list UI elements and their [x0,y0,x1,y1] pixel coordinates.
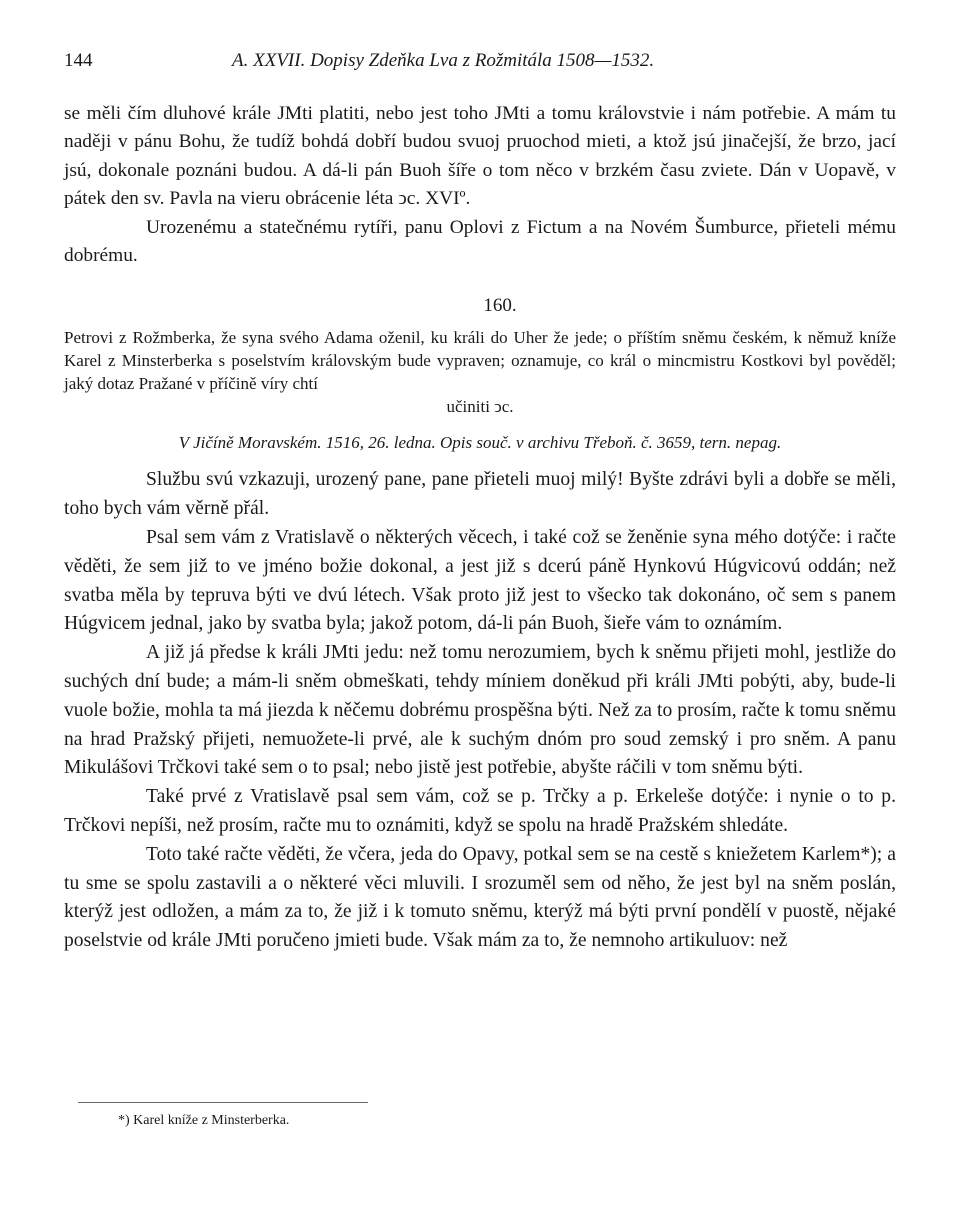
paragraph: Psal sem vám z Vratislavě o některých věcech, i také což se ženěnie syna mého dotýče: i račte věděti, že sem již to ve jméno božie dokonal, a jest již s dcerú páně Hynkovú Húgvicovú oddán; než svatba měla by tepruva býti ve dvú létech. Však proto již jest to všecko tak dokonáno, oč sem s panem Húgvicem jednal, jako by svatba byla; jakož potom, dá-li pán Buoh, šieře vám to oznámím. [64,527,896,635]
page-number: 144 [64,50,93,71]
footnote: *) Karel kníže z Minsterberka. [118,1113,290,1128]
letter-address: Urozenému a statečnému rytíři, panu Oplovi z Fictum a na Novém Šumburce, přieteli mému dobrému. [64,216,896,267]
letter-body [64,466,896,956]
source-note: V Jičíně Moravském. 1516, 26. ledna. Opis souč. v archivu Třeboň. č. 3659, tern. nepag. [178,433,782,453]
letter-number: 160. [483,295,517,317]
footnote-divider [78,1102,368,1103]
paragraph: Toto také račte věděti, že včera, jeda do Opavy, potkal sem se na cestě s kniežetem Karlem*); a tu sme se spolu zastavili a o některé věci mluvili. I srozuměl sem od něho, že jest byl na sněm poslán, kterýž jest odložen, a mám za to, že již i k tomuto sněmu, kterýž má býti první pondělí v puostě, nějaké poselstvie od krále JMti poručeno jmieti bude. Však mám za to, že nemnoho artikuluov: než [64,843,896,952]
paragraph: A již já předse k králi JMti jedu: než tomu nerozumiem, bych k sněmu přijeti mohl, jestliže do suchých dní bude; a mám-li sněm obmeškati, tehdy míniem doněkud při králi JMti pobýti, aby, bude-li vuole božie, mohla ta má jiezda k něčemu dobrému prospěšna býti. Než za to prosím, račte k tomu sněmu na hrad Pražský přijeti, nemuožete-li prvé, ale k suchým dnóm pro soud zemský i pro sněm. A panu Mikulášovi Trčkovi také sem o to psal; nebo jistě jest potřebie, abyšte ráčili v tom sněmu býti. [64,642,896,779]
regest-text-end: učiniti ↄc. [446,397,514,417]
page [64,48,896,956]
regest-text: Petrovi z Rožmberka, že syna svého Adama oženil, ku králi do Uher že jede; o příštím sněmu českém, k němuž kníže Karel z Minsterberka s poselstvím královským bude vypraven; oznamuje, co král o mincmistru Kostkovi byl pověděl; jaký dotaz Pražané v příčině víry chtí [64,328,896,394]
previous-letter-text: se měli čím dluhové krále JMti platiti, nebo jest toho JMti a tomu královstvie i nám potřebie. A mám tu naději v pánu Bohu, že tudíž bohdá dobří budou svuoj pruochod mieti, a ktož jsú jinačejší, že brzo, jací jsú, dokonale poznáni budou. A dá-li pán Buoh šíře o tom něco v brzkém času zviete. Dán v Uopavě, v pátek den sv. Pavla na vieru obrácenie léta ↄc. XVIº. [64,103,896,210]
paragraph: Službu svú vzkazuji, urozený pane, pane přieteli muoj milý! Byšte zdrávi byli a dobře se měli, toho bych vám věrně přál. [64,469,896,520]
letter-regest [64,326,896,418]
previous-letter-end [64,100,896,270]
running-title: A. XXVII. Dopisy Zdeňka Lva z Rožmitála 1508—1532. [232,50,655,71]
paragraph: Také prvé z Vratislavě psal sem vám, což se p. Trčky a p. Erkeleše dotýče: i nynie o to p. Trčkovi nepíši, než prosím, račte mu to oznámiti, když se spolu na hradě Pražském shledáte. [64,786,896,836]
running-head [64,48,896,74]
